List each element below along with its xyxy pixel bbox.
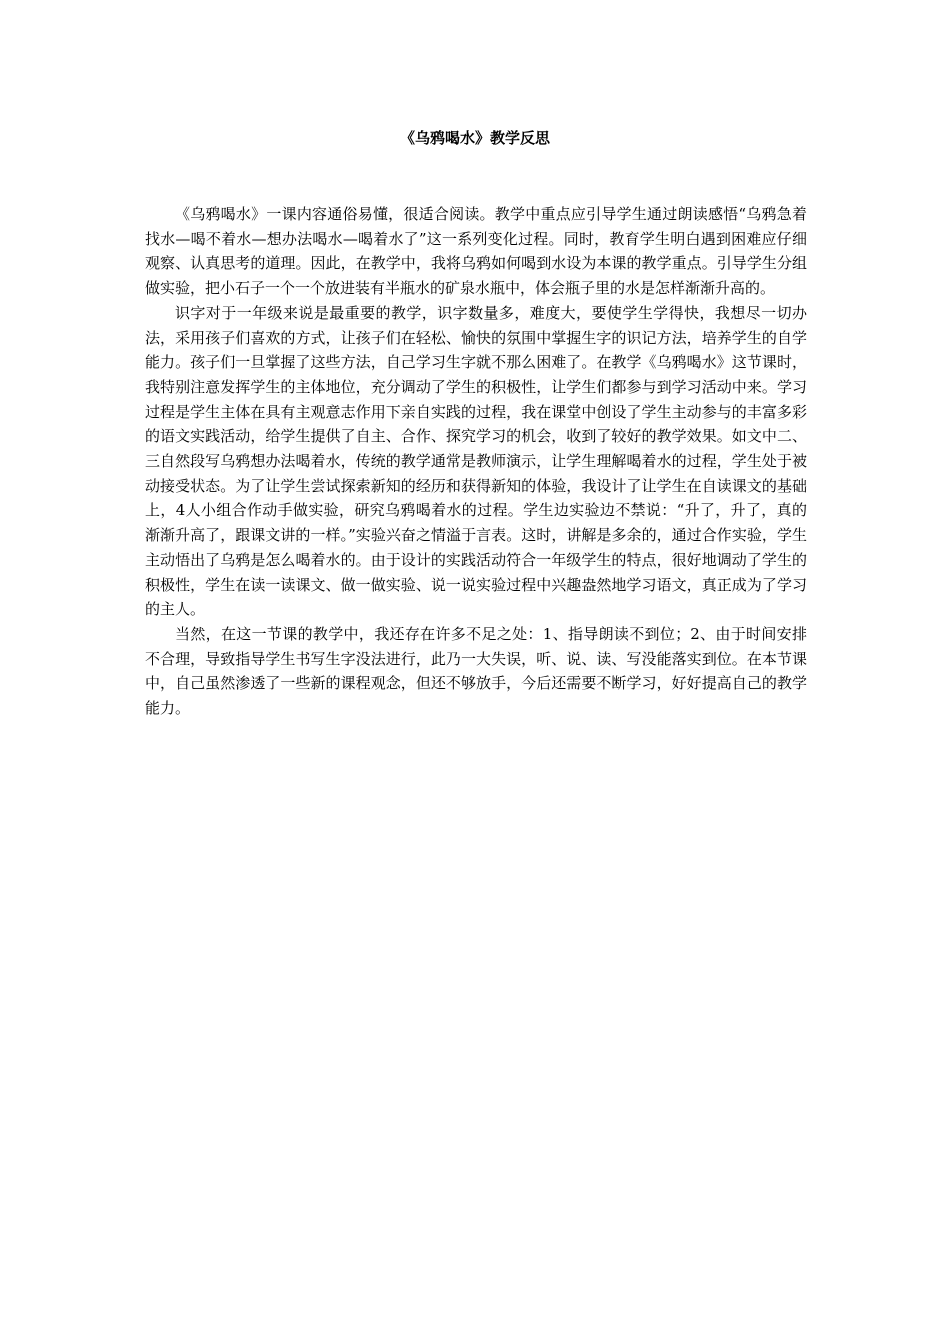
paragraph-2: 识字对于一年级来说是最重要的教学，识字数量多，难度大，要使学生学得快，我想尽一切办法，采用孩子们喜欢的方式，让孩子们在轻松、愉快的氛围中掌握生字的识记方法，培养学生的自学能力。孩子们一旦掌握了这些方法，自己学习生字就不那么困难了。在教学《乌鸦喝水》这节课时，我特别注意发挥学生的主体地位，充分调动了学生的积极性，让学生们都参与到学习活动中来。学习过程是学生主体在具有主观意志作用下亲自实践的过程，我在课堂中创设了学生主动参与的丰富多彩的语文实践活动，给学生提供了自主、合作、探究学习的机会，收到了较好的教学效果。如文中二、三自然段写乌鸦想办法喝着水，传统的教学通常是教师演示，让学生理解喝着水的过程，学生处于被动接受状态。为了让学生尝试探索新知的经历和获得新知的体验，我设计了让学生在自读课文的基础上，4人小组合作动手做实验，研究乌鸦喝着水的过程。学生边实验边不禁说：“升了，升了，真的渐渐升高了，跟课文讲的一样。”实验兴奋之情溢于言表。这时，讲解是多余的，通过合作实验，学生主动悟出了乌鸦是怎么喝着水的。由于设计的实践活动符合一年级学生的特点，很好地调动了学生的积极性，学生在读一读课文、做一做实验、说一说实验过程中兴趣盎然地学习语文，真正成为了学习的主人。 [145, 303, 807, 619]
paragraph-1: 《乌鸦喝水》一课内容通俗易懂，很适合阅读。教学中重点应引导学生通过朗读感悟“乌鸦急着找水—喝不着水—想办法喝水—喝着水了”这一系列变化过程。同时，教育学生明白遇到困难应仔细观察、认真思考的道理。因此，在教学中，我将乌鸦如何喝到水设为本课的教学重点。引导学生分组做实验，把小石子一个一个放进装有半瓶水的矿泉水瓶中，体会瓶子里的水是怎样渐渐升高的。 [145, 205, 807, 298]
paragraph-3: 当然，在这一节课的教学中，我还存在许多不足之处：1、指导朗读不到位；2、由于时间安排不合理，导致指导学生书写生字没法进行，此乃一大失误，听、说、读、写没能落实到位。在本节课中，自己虽然渗透了一些新的课程观念，但还不够放手，今后还需要不断学习，好好提高自己的教学能力。 [145, 624, 807, 718]
document-title: 《乌鸦喝水》教学反思 [399, 129, 550, 147]
document-body [145, 202, 807, 721]
